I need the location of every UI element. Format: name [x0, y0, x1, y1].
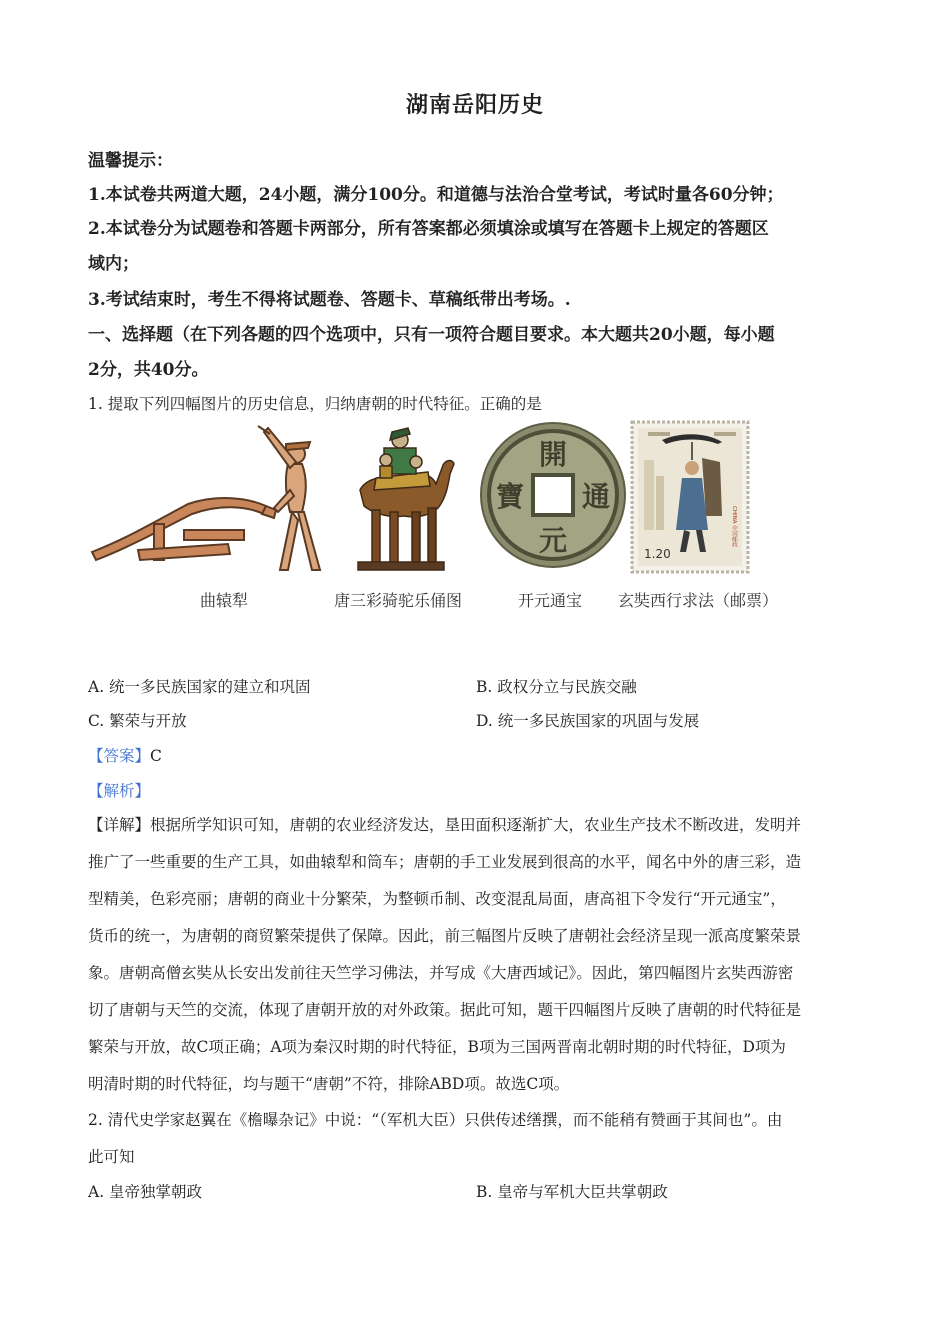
coin-char-right: 通	[581, 480, 611, 513]
q1-option-b: B. 政权分立与民族交融	[476, 678, 637, 696]
page-title: 湖南岳阳历史	[405, 92, 544, 118]
tang-sancai-camel-image	[350, 420, 460, 580]
detail-line-2: 推广了一些重要的生产工具，如曲辕犁和筒车；唐朝的手工业发展到很高的水平，闻名中外的唐三彩，造	[88, 853, 802, 871]
coin-char-top: 開	[538, 438, 568, 471]
answer-value: C	[150, 747, 162, 765]
question-1-figures	[88, 420, 788, 620]
q1-option-c: C. 繁荣与开放	[88, 712, 187, 730]
section-heading-cont: 2分，共40分。	[88, 360, 209, 380]
detail-line-4: 货币的统一，为唐朝的商贸繁荣提供了保障。因此，前三幅图片反映了唐朝社会经济呈现一派高度繁荣景	[88, 927, 802, 945]
caption-coin: 开元通宝	[518, 591, 583, 610]
q1-answer	[88, 744, 868, 766]
detail-text-1: 根据所学知识可知，唐朝的农业经济发达，垦田面积逐渐扩大，农业生产技术不断改进，发明并	[150, 816, 802, 834]
caption-stamp: 玄奘西行求法（邮票）	[618, 591, 779, 610]
coin-char-bottom: 元	[538, 524, 568, 557]
answer-label: 【答案】	[88, 747, 151, 765]
q1-option-a: A. 统一多民族国家的建立和巩固	[88, 678, 311, 696]
q1-option-d: D. 统一多民族国家的巩固与发展	[476, 712, 700, 730]
notice-item-2: 2.本试卷分为试题卷和答题卡两部分，所有答案都必须填涂或填写在答题卡上规定的答题区	[88, 219, 769, 239]
stamp-country: CHINA 中国邮政	[731, 506, 737, 548]
q2-option-b: B. 皇帝与军机大臣共掌朝政	[476, 1183, 668, 1201]
section-heading: 一、选择题（在下列各题的四个选项中，只有一项符合题目要求。本大题共20小题，每小题	[88, 325, 775, 345]
question-1-stem: 1. 提取下列四幅图片的历史信息，归纳唐朝的时代特征。正确的是	[88, 395, 542, 413]
detail-line-7: 繁荣与开放，故C项正确；A项为秦汉时期的时代特征，B项为三国两晋南北朝时期的时代特征，D项为	[88, 1038, 786, 1056]
detail-line-8: 明清时期的时代特征，均与题干“唐朝”不符，排除ABD项。故选C项。	[88, 1075, 570, 1093]
detail-line-5: 象。唐朝高僧玄奘从长安出发前往天竺学习佛法，并写成《大唐西域记》。因此，第四幅图片玄奘西游密	[88, 964, 794, 982]
notice-item-1: 1.本试卷共两道大题，24小题，满分100分。和道德与法治合堂考试，考试时量各60分钟；	[88, 185, 784, 205]
q2-option-a: A. 皇帝独掌朝政	[88, 1183, 203, 1201]
notice-item-3: 3.考试结束时，考生不得将试题卷、答题卡、草稿纸带出考场。.	[88, 290, 571, 310]
notice-item-2-cont: 域内；	[88, 254, 139, 274]
kaiyuan-coin-image	[478, 420, 628, 570]
stamp-value: 1.20	[644, 547, 671, 561]
detail-line-3: 型精美，色彩亮丽；唐朝的商业十分繁荣，为整顿币制、改变混乱局面，唐高祖下令发行“开元通宝”，	[88, 890, 786, 908]
detail-line-1	[88, 813, 868, 835]
caption-camel: 唐三彩骑驼乐俑图	[334, 591, 463, 610]
analysis-label: 【解析】	[88, 782, 151, 800]
question-2-stem: 2. 清代史学家赵翼在《檐曝杂记》中说：“（军机大臣）只供传述缮撰，而不能稍有赞画于其间也”。由	[88, 1111, 783, 1129]
notice-heading: 温馨提示：	[88, 151, 173, 171]
question-2-stem-cont: 此可知	[88, 1148, 135, 1166]
quyuan-plough-image	[88, 420, 328, 580]
detail-line-6: 切了唐朝与天竺的交流，体现了唐朝开放的对外政策。据此可知，题干四幅图片反映了唐朝的时代特征是	[88, 1001, 802, 1019]
detail-label: 【详解】	[88, 816, 151, 834]
xuanzang-stamp-image	[630, 420, 750, 575]
caption-plough: 曲辕犁	[200, 591, 249, 610]
coin-char-left: 寶	[495, 480, 525, 513]
